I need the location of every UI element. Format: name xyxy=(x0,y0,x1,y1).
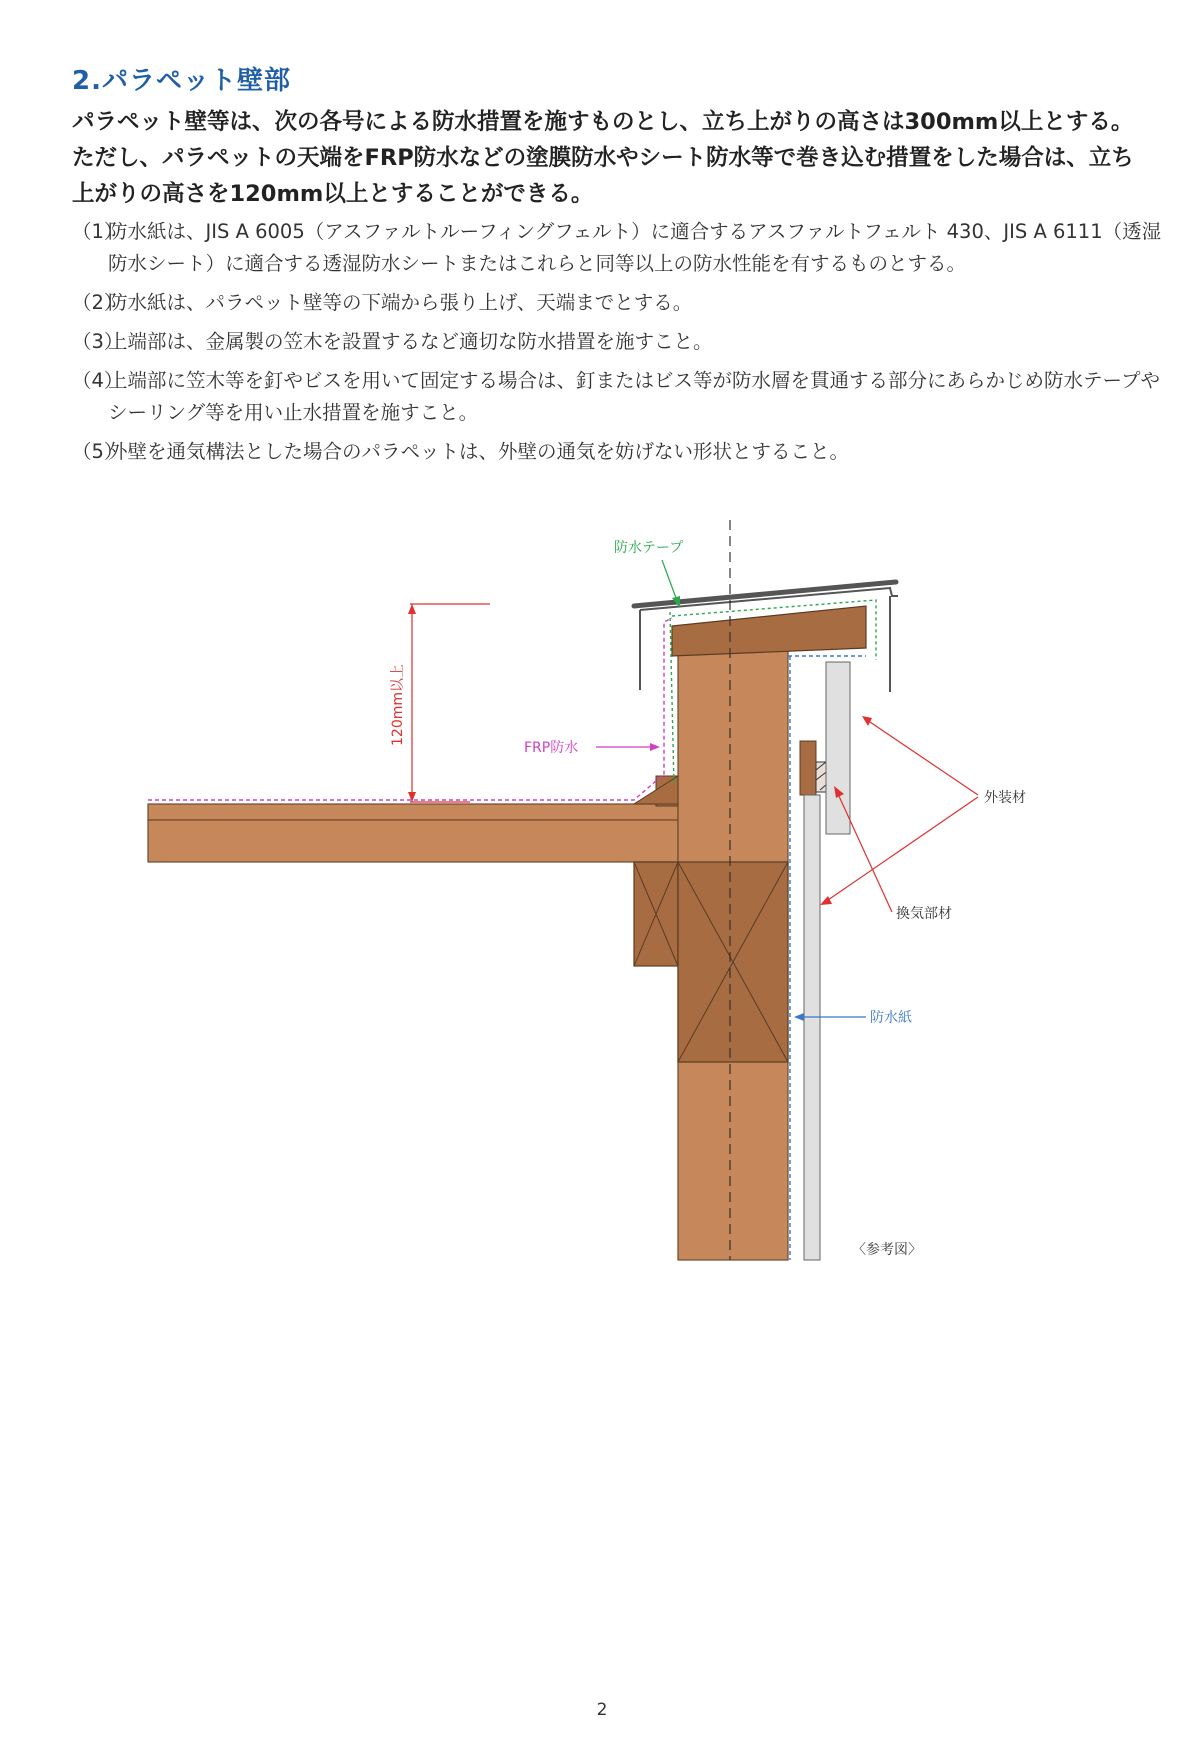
vent-label: 換気部材 xyxy=(896,906,952,922)
item-text: 上端部に笠木等を釘やビスを用いて固定する場合は、釘またはビス等が防水層を貫通する部分にあらかじめ防水テープやシーリング等を用い止水措置を施すこと。 xyxy=(108,369,1161,424)
item-number: （3） xyxy=(72,330,124,353)
item-text: 上端部は、金属製の笠木を設置するなど適切な防水措置を施すこと。 xyxy=(108,330,713,353)
item-text: 外壁を通気構法とした場合のパラペットは、外壁の通気を妨げない形状とすること。 xyxy=(108,440,850,463)
list-item xyxy=(72,326,1162,358)
parapet-section-diagram xyxy=(0,500,1204,1300)
roof-slab xyxy=(148,804,678,820)
furring-strip xyxy=(800,741,816,795)
requirement-list xyxy=(72,216,1162,475)
list-item xyxy=(72,436,1162,468)
item-number: （4） xyxy=(72,369,124,392)
item-text: 防水紙は、JIS A 6005（アスファルトルーフィングフェルト）に適合するアスファルトフェルト 430、JIS A 6111（透湿防水シート）に適合する透湿防水シートまたはこれらと同等以上の防水性能を有するものとする。 xyxy=(108,220,1162,275)
roof-joist xyxy=(148,820,678,862)
list-item xyxy=(72,365,1162,429)
item-number: （2） xyxy=(72,291,124,314)
frp-label: FRP防水 xyxy=(524,740,579,756)
top-board xyxy=(672,606,866,656)
item-number: （5） xyxy=(72,440,124,463)
list-item xyxy=(72,216,1162,280)
exterior-label: 外装材 xyxy=(984,790,1026,806)
exterior-upper xyxy=(826,662,850,834)
exterior-lower xyxy=(804,795,820,1260)
page-number: 2 xyxy=(596,1700,608,1720)
item-text: 防水紙は、パラペット壁等の下端から張り上げ、天端までとする。 xyxy=(108,291,693,314)
paper-label: 防水紙 xyxy=(870,1010,912,1026)
section-heading: 2.パラペット壁部 xyxy=(72,66,291,96)
dimension-label: 120mm以上 xyxy=(390,664,406,746)
list-item xyxy=(72,287,1162,319)
diagram-caption: 〈参考図〉 xyxy=(852,1242,922,1258)
item-number: （1） xyxy=(72,220,124,243)
intro-paragraph: パラペット壁等は、次の各号による防水措置を施すものとし、立ち上がりの高さは300mm以上とする。ただし、パラペットの天端をFRP防水などの塗膜防水やシート防水等で巻き込む措置をした場合は、立ち上がりの高さを120mm以上とすることができる。 xyxy=(72,109,1134,207)
waterproof-tape-label: 防水テープ xyxy=(614,540,684,556)
